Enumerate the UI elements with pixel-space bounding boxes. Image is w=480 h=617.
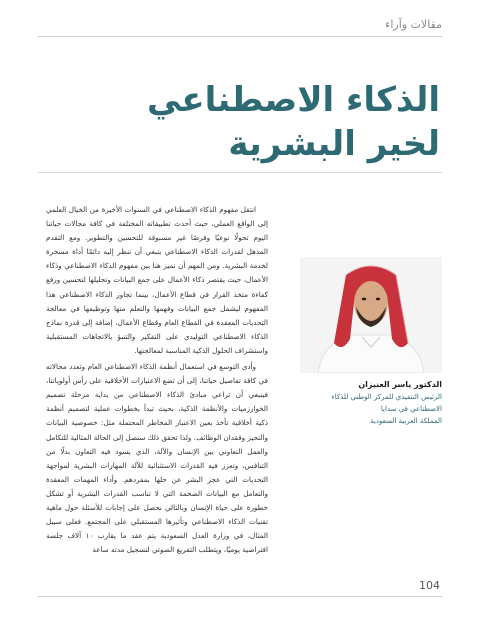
author-portrait-illustration [300,257,442,373]
bottom-divider [38,596,442,597]
author-name: الدكتور ياسر العنيزان [358,380,442,389]
author-photo [300,257,442,373]
paragraph-1: انتقل مفهوم الذكاء الاصطناعي في السنوات الأخيرة من الخيال العلمي إلى الواقع العملي، حيث أحدث تطبيقاته المختلفة في كافة مجالات حياتنا اليوم تحولًا نوعيًا وفرصًا غير مسبوقة للتحسين والتطوير. ومع التقدم المذهل لقدرات الذكاء الاصطناعي ينبغي أن ننظر إليه دائمًا أداة مسخرة لخدمة البشرية. ومن المهم أن نميز هنا بين مفهوم الذكاء الاصطناعي وذكاء الأعمال، حيث يقتصر ذكاء الأعمال على جمع البيانات وتحليلها لتحسين ورفع كفاءة متخذ القرار في قطاع الأعمال، بينما تجاوز الذكاء الاصطناعي هذا المفهوم ليشمل جمع البيانات وفهمها والتعلم منها وتوظيفها في معالجة التحديات المعقدة في القطاع العام وقطاع الأعمال، إضافة إلى قدرة نماذج الذكاء الاصطناعي التوليدي على التفكير والتنبؤ بالاتجاهات المستقبلية واستشراف الحلول الذكية المناسبة لمعالجتها. [46,205,268,355]
author-role-2: الاصطناعي في سدايا [380,405,442,413]
author-role-3: المملكة العربية السعودية [370,417,442,425]
top-divider [38,36,442,37]
title-line-1: الذكاء الاصطناعي [146,80,440,120]
paragraph-2: وأدى التوسع في استعمال أنظمة الذكاء الاصطناعي العام وتعدد مجالاته في كافة تفاصيل حياتنا، إلى أن تضع الاعتبارات الأخلاقية على رأس أولوياتنا، فينبغي أن تراعي مبادئ الذكاء الاصطناعي من بداية مرحلة تصميم الخوارزميات والأنظمة الذكية، بحيث تبدأ بخطوات عملية لتصميم أنظمة ذكية أخلاقية تأخذ بعين الاعتبار المخاطر المحتملة مثل: خصوصية البيانات والتحيز وفقدان الوظائف. ولذا تحقق ذلك سنصل إلى الحالة المثالية للتكامل والعمل التعاوني بين الإنسان والآلة، الذي يسود فيه التعاون بدلًا من التنافس، وتعزز فيه القدرات الاستثنائية للآلة المهارات البشرية لمواجهة التحديات التي عجز البشر عن حلها بمفردهم. وأداء المهمات المعقدة والتعامل مع البيانات الضخمة التي لا تناسب القدرات البشرية أو تشكل خطورة على حياة الإنسان وبالتالي نحصل على إجابات للأسئلة حول ماهية تقنيات الذكاء الاصطناعي وتأثيرها المستقبلي على المجتمع. فعلى سبيل المثال، في وزارة العدل السعودية يتم عقد ما يقارب ١٠ آلاف جلسة افتراضية يوميًا، ويتطلب التفريغ الصوتي لتسجيل مدته ساعة [46,362,268,555]
section-label: مقالات وآراء [385,18,442,31]
title-line-2: لخير البشرية [228,124,440,164]
title-divider [38,172,442,173]
face-shape [354,281,388,325]
page-number: 104 [419,579,440,592]
author-role-1: الرئيس التنفيذي للمركز الوطني للذكاء [331,393,442,401]
article-body [46,203,268,559]
article-title [110,78,440,166]
author-caption [290,378,442,427]
